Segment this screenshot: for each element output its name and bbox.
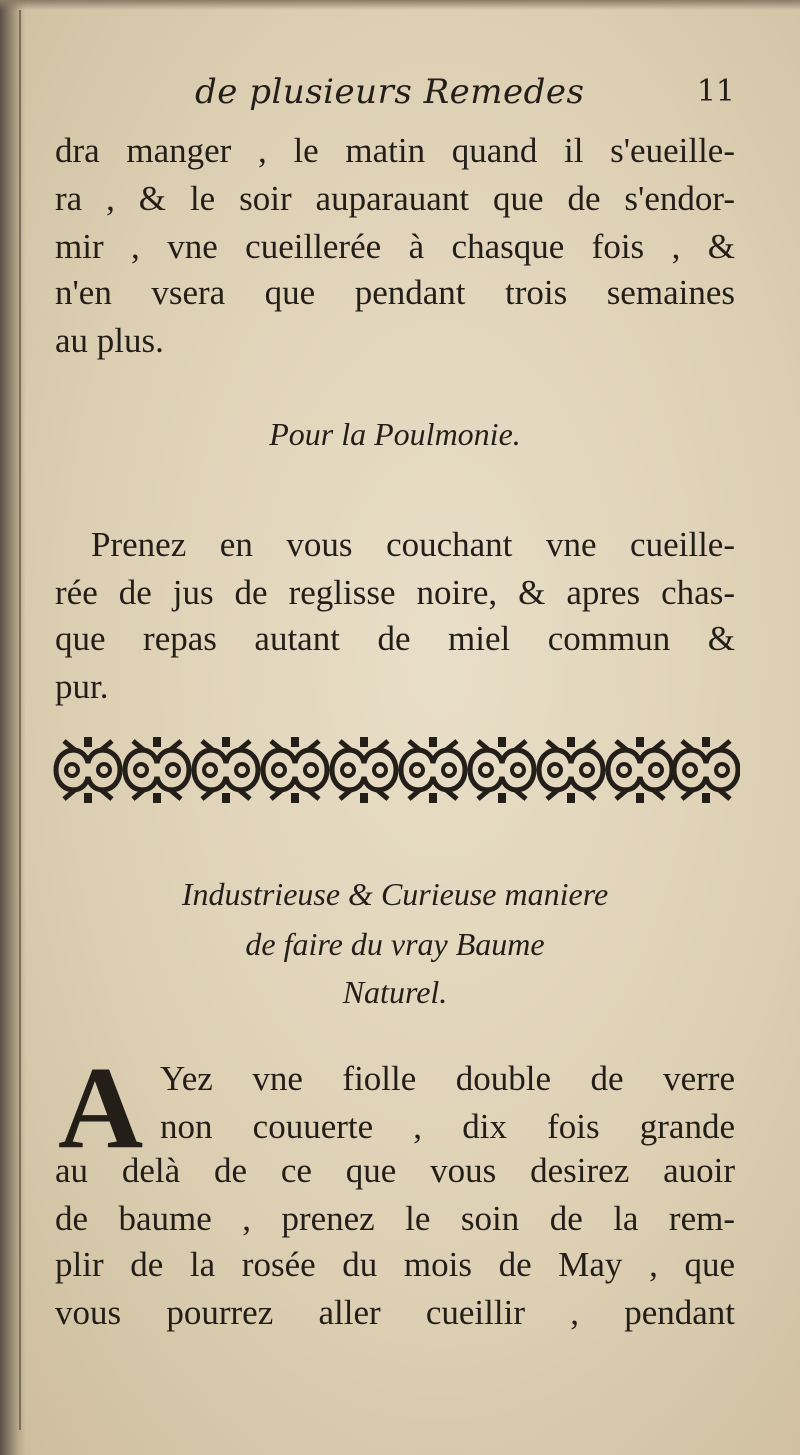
text-line: rée de jus de reglisse noire, & apres chas- <box>55 573 735 612</box>
section-heading: Pour la Poulmonie. <box>269 416 521 452</box>
text-line: non couuerte , dix fois grande <box>160 1107 735 1146</box>
page-header <box>195 72 735 122</box>
drop-cap: A <box>58 1042 144 1173</box>
text-line: de baume , prenez le soin de la rem- <box>55 1199 735 1238</box>
section-heading: Industrieuse & Curieuse maniere <box>181 876 609 912</box>
text-line: au plus. <box>55 321 164 360</box>
text-line: n'en vsera que pendant trois semaines <box>55 273 735 312</box>
page-number: 11 <box>696 74 735 109</box>
text-line: Prenez en vous couchant vne cueille- <box>91 525 735 564</box>
binding-line <box>19 10 21 1430</box>
running-title: de plusieurs Remedes <box>195 72 585 112</box>
text-line: Yez vne fiolle double de verre <box>160 1059 735 1098</box>
section-heading: Naturel. <box>342 974 448 1010</box>
section-heading: de faire du vray Baume <box>245 926 545 962</box>
text-line: ra , & le soir auparauant que de s'endor- <box>55 179 735 218</box>
text-line: vous pourrez aller cueillir , pendant <box>55 1293 735 1332</box>
text-line: pur. <box>55 667 109 706</box>
page-top-edge <box>0 0 800 10</box>
text-line: dra manger , le matin quand il s'eueille- <box>55 131 735 170</box>
text-line: mir , vne cueillerée à chasque fois , & <box>55 227 735 266</box>
text-line: que repas autant de miel commun & <box>55 619 735 658</box>
text-line: au delà de ce que vous desirez auoir <box>55 1151 735 1190</box>
page-gutter <box>0 0 26 1455</box>
text-line: plir de la rosée du mois de May , que <box>55 1245 735 1284</box>
ornamental-band <box>50 733 740 807</box>
